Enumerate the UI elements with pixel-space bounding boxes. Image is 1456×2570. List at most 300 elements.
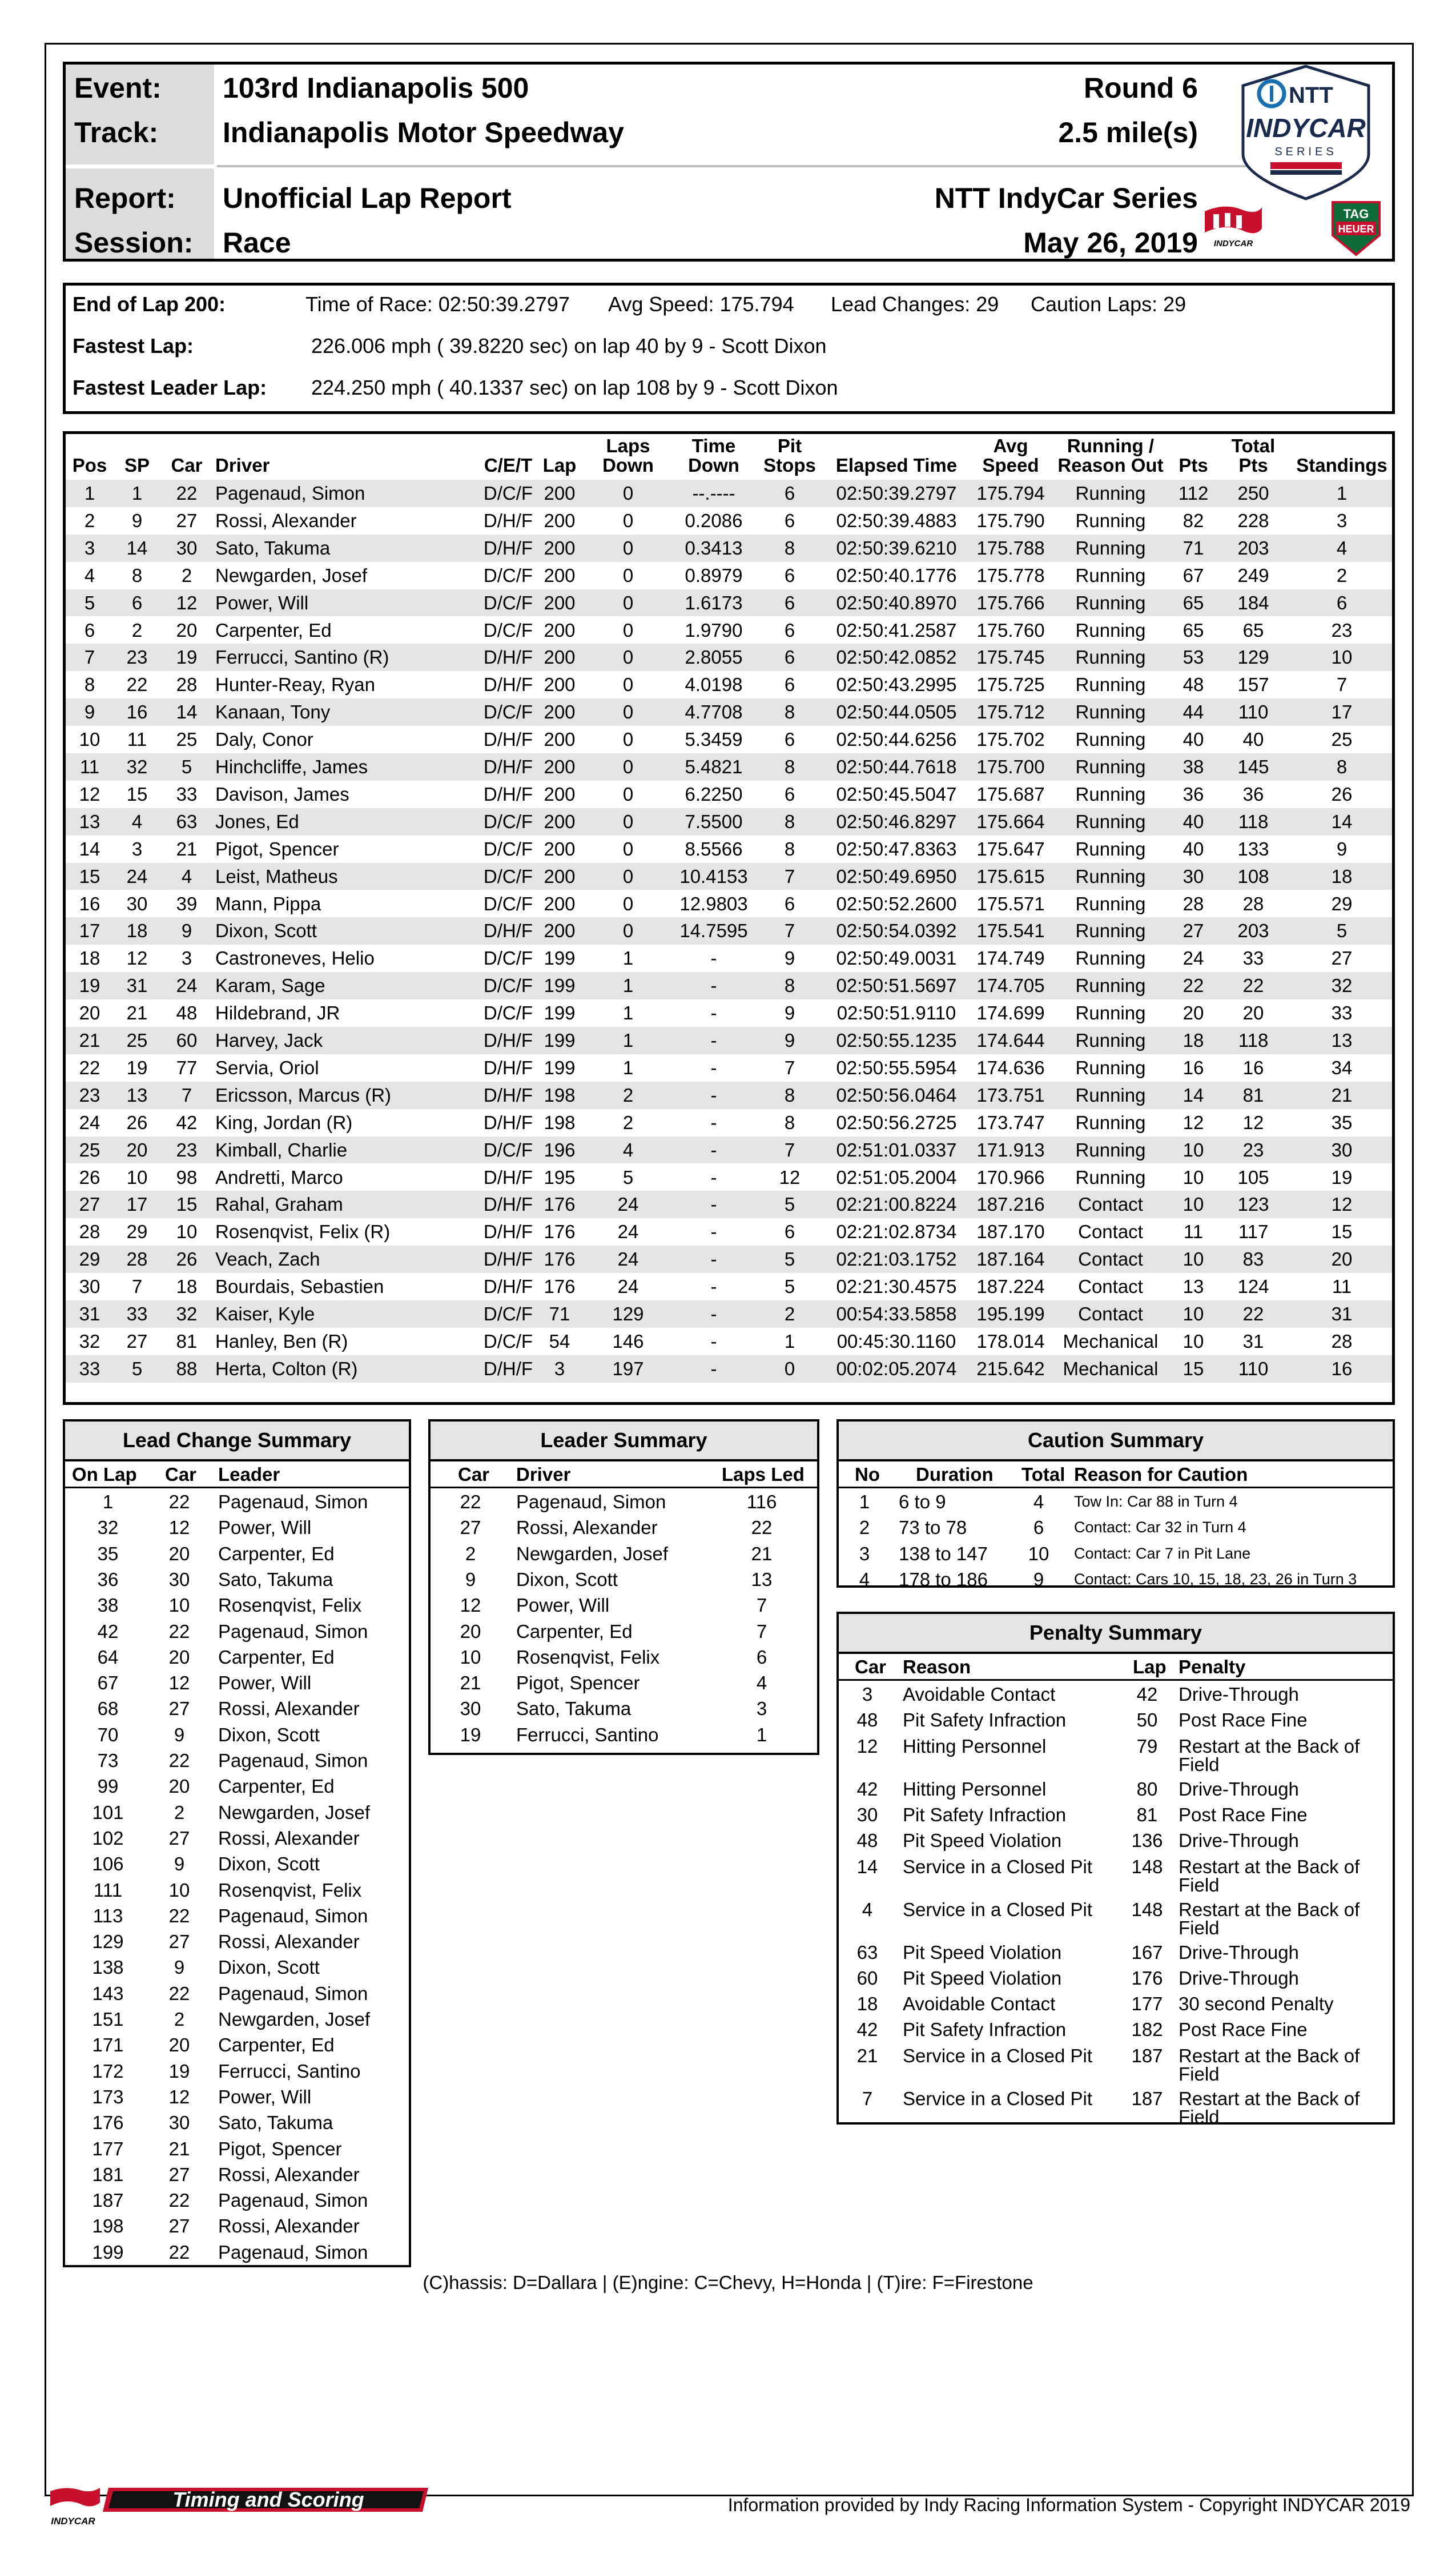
cs-no: 1: [859, 1491, 870, 1512]
result-cell-time_down: -: [710, 1303, 717, 1324]
result-cell-elapsed: 02:51:01.0337: [836, 1139, 957, 1160]
ps-reason: Avoidable Contact: [903, 1993, 1056, 2015]
result-cell-laps_down: 129: [612, 1303, 644, 1324]
result-cell-pos: 17: [79, 920, 100, 942]
result-cell-driver: Hunter-Reay, Ryan: [215, 674, 376, 696]
result-cell-speed: 187.224: [976, 1276, 1045, 1298]
result-cell-sp: 28: [126, 1248, 148, 1270]
lc-car: 22: [168, 1982, 190, 2004]
cs-header-duration: Duration: [916, 1464, 994, 1485]
ls-car: 21: [460, 1672, 481, 1694]
lc-lap: 38: [97, 1595, 119, 1616]
lc-car: 21: [168, 2138, 190, 2159]
result-cell-sp: 1: [131, 483, 143, 504]
result-cell-sp: 29: [126, 1221, 148, 1243]
ps-penalty: Restart at the Back of: [1179, 1856, 1360, 1877]
result-cell-sp: 32: [126, 756, 148, 777]
result-cell-speed: 178.014: [976, 1330, 1045, 1352]
lc-leader: Pagenaud, Simon: [218, 1620, 368, 1642]
result-cell-standings: 31: [1331, 1303, 1353, 1324]
result-cell-cet: D/H/F: [483, 920, 533, 942]
ps-lap: 79: [1136, 1735, 1158, 1757]
ps-penalty-cont: Field: [1179, 1753, 1220, 1775]
result-cell-pos: 19: [79, 975, 100, 997]
results-header-standings: Standings: [1296, 455, 1387, 476]
indycar-small-text: INDYCAR: [1213, 239, 1253, 248]
result-cell-car: 23: [176, 1139, 198, 1160]
result-cell-lap: 200: [544, 646, 576, 668]
result-cell-elapsed: 02:50:47.8363: [836, 838, 957, 860]
result-cell-status: Running: [1075, 810, 1146, 832]
result-cell-driver: Jones, Ed: [215, 810, 299, 832]
result-cell-sp: 3: [131, 838, 143, 860]
lc-leader: Newgarden, Josef: [218, 2009, 370, 2030]
result-cell-cet: D/H/F: [483, 646, 533, 668]
result-cell-driver: Herta, Colton (R): [215, 1358, 358, 1379]
result-cell-driver: Karam, Sage: [215, 975, 325, 997]
report-header: [63, 62, 1395, 262]
lc-leader: Sato, Takuma: [218, 2112, 333, 2134]
report-label: Report:: [74, 182, 176, 214]
result-cell-status: Contact: [1078, 1276, 1143, 1298]
result-cell-elapsed: 02:50:40.1776: [836, 564, 957, 586]
result-cell-lap: 200: [544, 674, 576, 696]
round: Round 6: [1084, 72, 1198, 104]
result-cell-speed: 173.751: [976, 1084, 1045, 1106]
result-cell-time_down: 4.0198: [685, 674, 743, 696]
lc-car: 30: [168, 2112, 190, 2134]
lc-leader: Power, Will: [218, 1672, 312, 1694]
result-cell-status: Running: [1075, 756, 1146, 777]
ps-lap: 81: [1136, 1804, 1158, 1825]
result-cell-time_down: 6.2250: [685, 783, 743, 805]
result-cell-cet: D/C/F: [483, 483, 533, 504]
race-date: May 26, 2019: [1023, 227, 1198, 259]
penalty-summary: [836, 1612, 1395, 2125]
result-cell-driver: Mann, Pippa: [215, 893, 321, 914]
result-cell-standings: 18: [1331, 865, 1353, 887]
result-cell-car: 22: [176, 483, 198, 504]
result-cell-pos: 15: [79, 865, 100, 887]
result-cell-elapsed: 02:50:49.6950: [836, 865, 957, 887]
result-cell-elapsed: 02:51:05.2004: [836, 1166, 957, 1188]
result-cell-car: 42: [176, 1111, 198, 1133]
lc-lap: 102: [92, 1827, 124, 1849]
result-cell-status: Running: [1075, 920, 1146, 942]
result-cell-time_down: 4.7708: [685, 701, 743, 723]
result-cell-status: Mechanical: [1063, 1330, 1159, 1352]
lc-lap: 143: [92, 1982, 124, 2004]
result-cell-time_down: -: [710, 1084, 717, 1106]
ps-penalty: Drive-Through: [1179, 1967, 1299, 1989]
lc-lap: 171: [92, 2034, 124, 2056]
result-cell-lap: 199: [544, 1030, 576, 1051]
result-cell-lap: 199: [544, 1002, 576, 1024]
result-cell-status: Running: [1075, 1057, 1146, 1078]
ls-laps: 13: [751, 1568, 773, 1590]
result-cell-lap: 200: [544, 592, 576, 613]
result-cell-standings: 10: [1331, 646, 1353, 668]
result-cell-total: 129: [1237, 646, 1269, 668]
ps-reason: Pit Speed Violation: [903, 1941, 1062, 1963]
result-cell-speed: 175.541: [976, 920, 1045, 942]
result-cell-standings: 3: [1336, 509, 1348, 531]
result-cell-status: Running: [1075, 783, 1146, 805]
results-header-cet: C/E/T: [484, 455, 533, 476]
result-cell-standings: 5: [1336, 920, 1348, 942]
result-cell-sp: 17: [126, 1194, 148, 1215]
result-cell-elapsed: 02:50:54.0392: [836, 920, 957, 942]
ps-car: 48: [856, 1709, 878, 1731]
result-cell-pts: 14: [1183, 1084, 1204, 1106]
result-cell-speed: 175.571: [976, 893, 1045, 914]
result-cell-time_down: -: [710, 947, 717, 969]
result-cell-sp: 7: [131, 1276, 143, 1298]
result-cell-pts: 20: [1183, 1002, 1204, 1024]
result-cell-standings: 1: [1336, 483, 1348, 504]
ps-car: 7: [862, 2087, 873, 2109]
ls-laps: 6: [756, 1646, 767, 1668]
result-cell-status: Running: [1075, 592, 1146, 613]
result-cell-standings: 28: [1331, 1330, 1353, 1352]
lc-car: 30: [168, 1568, 190, 1590]
result-cell-car: 26: [176, 1248, 198, 1270]
ps-penalty: Drive-Through: [1179, 1830, 1299, 1852]
result-cell-elapsed: 02:50:51.9110: [836, 1002, 956, 1024]
result-cell-total: 22: [1242, 975, 1264, 997]
result-cell-elapsed: 02:50:56.0464: [836, 1084, 957, 1106]
ps-car: 48: [856, 1830, 878, 1852]
lc-car: 22: [168, 2241, 190, 2263]
caution-summary-title: Caution Summary: [839, 1421, 1393, 1461]
result-cell-status: Running: [1075, 1030, 1146, 1051]
result-cell-status: Running: [1075, 975, 1146, 997]
caution-laps: Caution Laps: 29: [1031, 292, 1186, 316]
result-cell-time_down: 2.8055: [685, 646, 743, 668]
result-cell-driver: Harvey, Jack: [215, 1030, 323, 1051]
result-cell-speed: 187.170: [976, 1221, 1045, 1243]
result-cell-lap: 199: [544, 975, 576, 997]
result-cell-standings: 25: [1331, 729, 1353, 750]
result-cell-pit: 8: [784, 537, 795, 559]
ps-car: 4: [862, 1898, 873, 1920]
end-of-lap-label: End of Lap 200:: [73, 292, 226, 316]
lc-lap: 99: [97, 1776, 119, 1797]
result-cell-speed: 175.700: [976, 756, 1045, 777]
result-cell-status: Running: [1075, 619, 1146, 641]
result-cell-pos: 11: [79, 756, 100, 777]
ps-car: 60: [856, 1967, 878, 1989]
lc-lap: 42: [97, 1620, 119, 1642]
results-header-laps_down-top: Laps: [606, 435, 650, 456]
result-cell-pos: 27: [79, 1194, 100, 1215]
result-cell-sp: 10: [126, 1166, 148, 1188]
result-cell-total: 145: [1237, 756, 1269, 777]
result-cell-time_down: 10.4153: [679, 865, 748, 887]
ps-penalty: Drive-Through: [1179, 1778, 1299, 1800]
ps-lap: 182: [1131, 2019, 1163, 2041]
ps-car: 14: [856, 1856, 878, 1877]
result-cell-cet: D/H/F: [483, 756, 533, 777]
lc-leader: Carpenter, Ed: [218, 1776, 335, 1797]
result-cell-sp: 23: [126, 646, 148, 668]
result-cell-car: 39: [176, 893, 198, 914]
result-cell-driver: Bourdais, Sebastien: [215, 1276, 384, 1298]
result-cell-time_down: 1.6173: [685, 592, 743, 613]
result-cell-car: 2: [181, 564, 192, 586]
result-cell-total: 20: [1242, 1002, 1264, 1024]
result-cell-sp: 2: [131, 619, 143, 641]
result-cell-pos: 10: [79, 729, 100, 750]
result-cell-driver: Rosenqvist, Felix (R): [215, 1221, 391, 1243]
result-cell-speed: 174.699: [976, 1002, 1045, 1024]
result-cell-pts: 67: [1183, 564, 1204, 586]
result-cell-elapsed: 02:50:51.5697: [836, 975, 957, 997]
ps-lap: 148: [1131, 1898, 1163, 1920]
lc-leader: Pagenaud, Simon: [218, 2241, 368, 2263]
ls-car: 30: [460, 1698, 481, 1720]
result-cell-car: 48: [176, 1002, 198, 1024]
result-cell-speed: 175.745: [976, 646, 1045, 668]
result-cell-elapsed: 02:21:30.4575: [836, 1276, 957, 1298]
result-cell-elapsed: 02:50:39.2797: [836, 483, 957, 504]
lc-car: 9: [174, 1957, 185, 1978]
result-cell-pit: 2: [784, 1303, 795, 1324]
result-cell-total: 118: [1238, 1030, 1269, 1051]
result-cell-driver: Rossi, Alexander: [215, 509, 357, 531]
result-cell-cet: D/H/F: [483, 1030, 533, 1051]
fastest-leader-lap: 224.250 mph ( 40.1337 sec) on lap 108 by 9 - Scott Dixon: [311, 376, 838, 399]
result-cell-cet: D/H/F: [483, 1276, 533, 1298]
result-cell-total: 28: [1242, 893, 1264, 914]
result-cell-elapsed: 02:50:55.5954: [836, 1057, 957, 1078]
results-header-lap: Lap: [542, 455, 577, 476]
ps-header-lap: Lap: [1133, 1656, 1167, 1677]
result-cell-cet: D/H/F: [483, 1248, 533, 1270]
result-cell-cet: D/H/F: [483, 537, 533, 559]
result-cell-time_down: -: [710, 1358, 717, 1379]
ls-car: 12: [460, 1595, 481, 1616]
result-cell-total: 22: [1242, 1303, 1264, 1324]
result-cell-pit: 8: [784, 1111, 795, 1133]
result-cell-laps_down: 4: [622, 1139, 634, 1160]
result-cell-sp: 21: [126, 1002, 148, 1024]
result-cell-pos: 6: [84, 619, 95, 641]
svg-text:NTT: NTT: [1289, 83, 1333, 108]
result-cell-lap: 200: [544, 838, 576, 860]
results-header-time_down-top: Time: [691, 435, 736, 456]
lc-leader: Dixon, Scott: [218, 1853, 320, 1875]
time-of-race: Time of Race: 02:50:39.2797: [305, 292, 570, 316]
result-cell-lap: 200: [544, 509, 576, 531]
result-cell-elapsed: 02:50:39.4883: [836, 509, 957, 531]
result-cell-lap: 200: [544, 920, 576, 942]
result-cell-pts: 48: [1183, 674, 1204, 696]
result-cell-speed: 175.712: [976, 701, 1045, 723]
result-cell-car: 14: [176, 701, 198, 723]
ls-driver: Pagenaud, Simon: [516, 1491, 666, 1512]
cs-header-no: No: [855, 1464, 880, 1485]
result-cell-sp: 26: [126, 1111, 148, 1133]
result-cell-pit: 6: [784, 729, 795, 750]
result-cell-car: 15: [176, 1194, 198, 1215]
tag-heuer-logo: [1330, 200, 1382, 257]
lc-car: 22: [168, 1750, 190, 1771]
result-cell-lap: 196: [544, 1139, 576, 1160]
result-cell-driver: King, Jordan (R): [215, 1111, 353, 1133]
event-label: Event:: [74, 72, 162, 104]
result-cell-elapsed: 00:45:30.1160: [836, 1330, 956, 1352]
result-cell-time_down: -: [710, 1057, 717, 1078]
lc-leader: Carpenter, Ed: [218, 2034, 335, 2056]
lc-leader: Newgarden, Josef: [218, 1801, 370, 1823]
result-cell-cet: D/H/F: [483, 1166, 533, 1188]
result-cell-standings: 34: [1331, 1057, 1353, 1078]
result-cell-lap: 3: [554, 1358, 565, 1379]
result-cell-pit: 9: [784, 1002, 795, 1024]
result-cell-speed: 175.725: [976, 674, 1045, 696]
result-cell-pit: 7: [784, 1139, 795, 1160]
lc-lap: 138: [92, 1957, 124, 1978]
result-cell-status: Running: [1075, 1002, 1146, 1024]
end-of-lap-summary: [63, 283, 1395, 414]
result-cell-cet: D/C/F: [483, 1303, 533, 1324]
result-cell-speed: 173.747: [976, 1111, 1045, 1133]
lc-leader: Rossi, Alexander: [218, 1827, 360, 1849]
fastest-lap: 226.006 mph ( 39.8220 sec) on lap 40 by 9 - Scott Dixon: [311, 334, 827, 358]
result-cell-speed: 195.199: [976, 1303, 1045, 1324]
result-cell-lap: 71: [549, 1303, 570, 1324]
result-cell-sp: 13: [126, 1084, 148, 1106]
lc-leader: Carpenter, Ed: [218, 1543, 335, 1564]
lc-leader: Pagenaud, Simon: [218, 1491, 368, 1512]
result-cell-total: 250: [1237, 483, 1269, 504]
result-cell-lap: 176: [544, 1276, 576, 1298]
result-cell-pos: 25: [79, 1139, 100, 1160]
cs-duration: 178 to 186: [899, 1568, 988, 1590]
result-cell-cet: D/C/F: [483, 810, 533, 832]
result-cell-standings: 19: [1331, 1166, 1353, 1188]
ls-car: 22: [460, 1491, 481, 1512]
result-cell-laps_down: 0: [622, 865, 634, 887]
result-cell-total: 16: [1242, 1057, 1264, 1078]
result-cell-standings: 7: [1336, 674, 1348, 696]
lc-lap: 64: [97, 1646, 119, 1668]
lc-car: 27: [168, 2215, 190, 2237]
lc-header-rule: [65, 1487, 409, 1488]
ls-driver: Power, Will: [516, 1595, 610, 1616]
result-cell-car: 63: [176, 810, 198, 832]
ls-car: 9: [465, 1568, 476, 1590]
event-name: 103rd Indianapolis 500: [223, 72, 529, 104]
result-cell-status: Running: [1075, 483, 1146, 504]
result-cell-speed: 187.216: [976, 1194, 1045, 1215]
result-cell-pit: 6: [784, 1221, 795, 1243]
result-cell-total: 228: [1237, 509, 1269, 531]
result-cell-sp: 16: [126, 701, 148, 723]
result-cell-car: 7: [181, 1084, 192, 1106]
result-cell-speed: 174.705: [976, 975, 1045, 997]
lc-lap: 32: [97, 1517, 119, 1539]
footer-indycar-text: INDYCAR: [51, 2516, 95, 2527]
result-cell-lap: 200: [544, 701, 576, 723]
result-cell-standings: 30: [1331, 1139, 1353, 1160]
result-cell-elapsed: 02:50:55.1235: [836, 1030, 957, 1051]
ps-reason: Avoidable Contact: [903, 1684, 1056, 1705]
result-cell-pit: 6: [784, 509, 795, 531]
results-header-total-top: Total: [1231, 435, 1276, 456]
result-cell-car: 60: [176, 1030, 198, 1051]
result-cell-elapsed: 02:50:44.6256: [836, 729, 957, 750]
lc-car: 9: [174, 1853, 185, 1875]
result-cell-lap: 54: [549, 1330, 570, 1352]
result-cell-lap: 200: [544, 865, 576, 887]
result-cell-time_down: --.----: [692, 483, 735, 504]
result-cell-cet: D/C/F: [483, 1330, 533, 1352]
result-cell-driver: Ferrucci, Santino (R): [215, 646, 389, 668]
lc-leader: Ferrucci, Santino: [218, 2060, 361, 2082]
ps-penalty: Restart at the Back of: [1179, 1735, 1360, 1757]
result-cell-time_down: -: [710, 1248, 717, 1270]
result-cell-driver: Davison, James: [215, 783, 349, 805]
result-cell-car: 12: [176, 592, 198, 613]
lc-car: 20: [168, 1776, 190, 1797]
chassis-engine-tire-legend: (C)hassis: D=Dallara | (E)ngine: C=Chevy, H=Honda | (T)ire: F=Firestone: [423, 2272, 1033, 2293]
result-cell-lap: 200: [544, 564, 576, 586]
result-cell-status: Running: [1075, 1084, 1146, 1106]
lc-car: 27: [168, 2163, 190, 2185]
fastest-leader-lap-label: Fastest Leader Lap:: [73, 376, 267, 399]
result-cell-total: 249: [1237, 564, 1269, 586]
result-cell-car: 24: [176, 975, 198, 997]
result-cell-pit: 6: [784, 893, 795, 914]
lc-car: 22: [168, 1905, 190, 1926]
lc-lap: 1: [102, 1491, 114, 1512]
ps-reason: Service in a Closed Pit: [903, 1856, 1092, 1877]
ps-penalty: Restart at the Back of: [1179, 1898, 1360, 1920]
result-cell-pts: 40: [1183, 729, 1204, 750]
lc-leader: Power, Will: [218, 1517, 312, 1539]
ps-car: 12: [856, 1735, 878, 1757]
result-cell-time_down: 5.4821: [685, 756, 743, 777]
cs-header-reason: Reason for Caution: [1074, 1464, 1248, 1485]
track-label: Track:: [74, 117, 159, 148]
result-cell-time_down: 0.2086: [685, 509, 743, 531]
result-cell-speed: 175.687: [976, 783, 1045, 805]
result-cell-car: 10: [176, 1221, 198, 1243]
result-cell-cet: D/H/F: [483, 1194, 533, 1215]
ps-car: 63: [856, 1941, 878, 1963]
result-cell-pit: 8: [784, 701, 795, 723]
result-cell-driver: Veach, Zach: [215, 1248, 320, 1270]
ps-lap: 187: [1131, 2045, 1163, 2066]
result-cell-car: 77: [176, 1057, 198, 1078]
result-cell-sp: 12: [126, 947, 148, 969]
result-cell-pos: 31: [79, 1303, 100, 1324]
result-cell-sp: 27: [126, 1330, 148, 1352]
svg-text:HEUER: HEUER: [1338, 223, 1374, 235]
result-cell-pos: 22: [79, 1057, 100, 1078]
result-cell-elapsed: 02:21:02.8734: [836, 1221, 957, 1243]
result-cell-pit: 9: [784, 1030, 795, 1051]
result-cell-sp: 14: [126, 537, 148, 559]
results-header-speed: Speed: [982, 455, 1039, 476]
result-cell-speed: 175.760: [976, 619, 1045, 641]
result-cell-pit: 7: [784, 1057, 795, 1078]
result-cell-time_down: 8.5566: [685, 838, 743, 860]
ps-lap: 176: [1131, 1967, 1163, 1989]
lc-lap: 151: [92, 2009, 124, 2030]
